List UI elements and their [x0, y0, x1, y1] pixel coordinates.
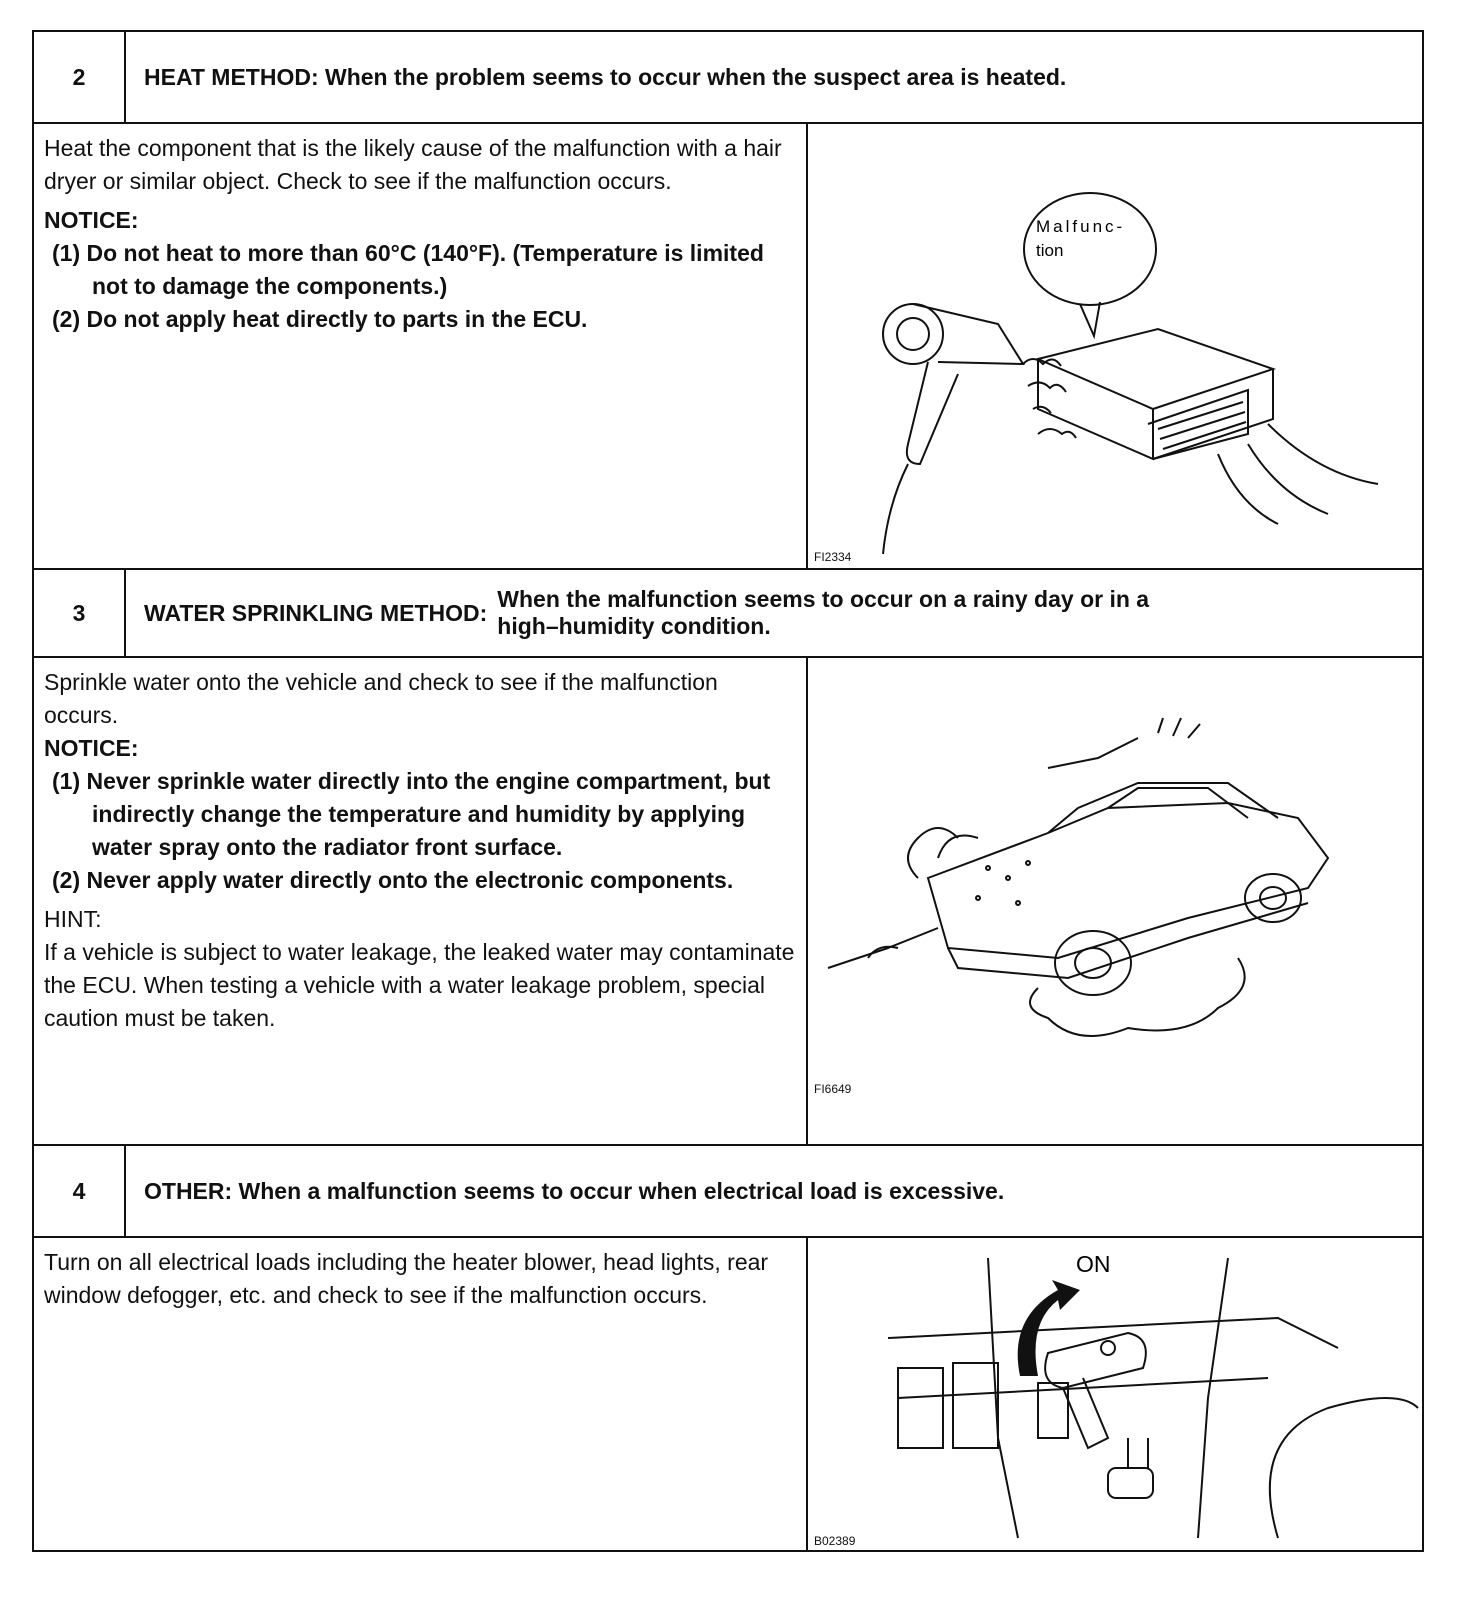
figure-water-sprinkling — [806, 658, 1422, 1144]
notice-item: (1) Never sprinkle water directly into the engine compartment, but indirectly change the temperature and humidity by applying water spray onto the radiator front surface. — [52, 768, 771, 860]
section-4-body — [34, 1238, 1422, 1552]
figure-code: FI6649 — [814, 1082, 852, 1096]
section-4-header — [34, 1146, 1422, 1238]
section-2-body — [34, 124, 1422, 570]
hair-dryer-ecu-illustration — [808, 124, 1426, 564]
hint-label: HINT: — [44, 906, 102, 932]
section-title-sub — [497, 586, 1149, 640]
section-title-sub-line1: When the malfunction seems to occur on a rainy day or in a — [497, 586, 1150, 612]
notice-item: (2) Do not apply heat directly to parts in the ECU. — [52, 306, 588, 332]
figure-electrical-load — [806, 1238, 1422, 1552]
section-title: HEAT METHOD: When the problem seems to occur when the suspect area is heated. — [144, 63, 1067, 90]
body-text: Sprinkle water onto the vehicle and check to see if the malfunction occurs. — [44, 669, 718, 728]
section-title-sub-line2: high–humidity condition. — [497, 613, 771, 639]
section-title-main: WATER SPRINKLING METHOD: — [144, 599, 488, 626]
section-title: OTHER: When a malfunction seems to occur when electrical load is excessive. — [144, 1177, 1005, 1204]
light-switch-illustration — [808, 1238, 1426, 1552]
section-number: 2 — [34, 32, 126, 122]
figure-code: B02389 — [814, 1534, 856, 1548]
procedure-sheet — [32, 30, 1424, 1552]
notice-label: NOTICE: — [44, 735, 139, 761]
section-title — [126, 586, 1149, 640]
section-2-text — [34, 124, 806, 568]
section-2-header — [34, 32, 1422, 124]
section-3-text — [34, 658, 806, 1144]
bubble-text-line2: tion — [1036, 241, 1064, 260]
section-number: 3 — [34, 570, 126, 656]
figure-code: FI2334 — [814, 550, 852, 564]
hint-text: If a vehicle is subject to water leakage, the leaked water may contaminate the ECU. When testing a vehicle with a water leakage problem, special caution must be taken. — [44, 939, 795, 1031]
body-text: Turn on all electrical loads including the heater blower, head lights, rear window defogger, etc. and check to see if the malfunction occurs. — [44, 1249, 769, 1308]
section-4-text — [34, 1238, 806, 1552]
car-water-spray-illustration — [808, 658, 1426, 1138]
figure-heat-method — [806, 124, 1422, 568]
bubble-text-line1: Malfunc- — [1036, 217, 1126, 236]
notice-label: NOTICE: — [44, 207, 139, 233]
section-number: 4 — [34, 1146, 126, 1236]
notice-item: (2) Never apply water directly onto the electronic components. — [52, 867, 734, 893]
section-3-header — [34, 570, 1422, 658]
section-3-body — [34, 658, 1422, 1146]
notice-item: (1) Do not heat to more than 60°C (140°F). (Temperature is limited not to damage the components.) — [52, 240, 764, 299]
switch-on-label: ON — [1076, 1251, 1111, 1277]
body-text: Heat the component that is the likely cause of the malfunction with a hair dryer or similar object. Check to see if the malfunction occurs. — [44, 135, 782, 194]
